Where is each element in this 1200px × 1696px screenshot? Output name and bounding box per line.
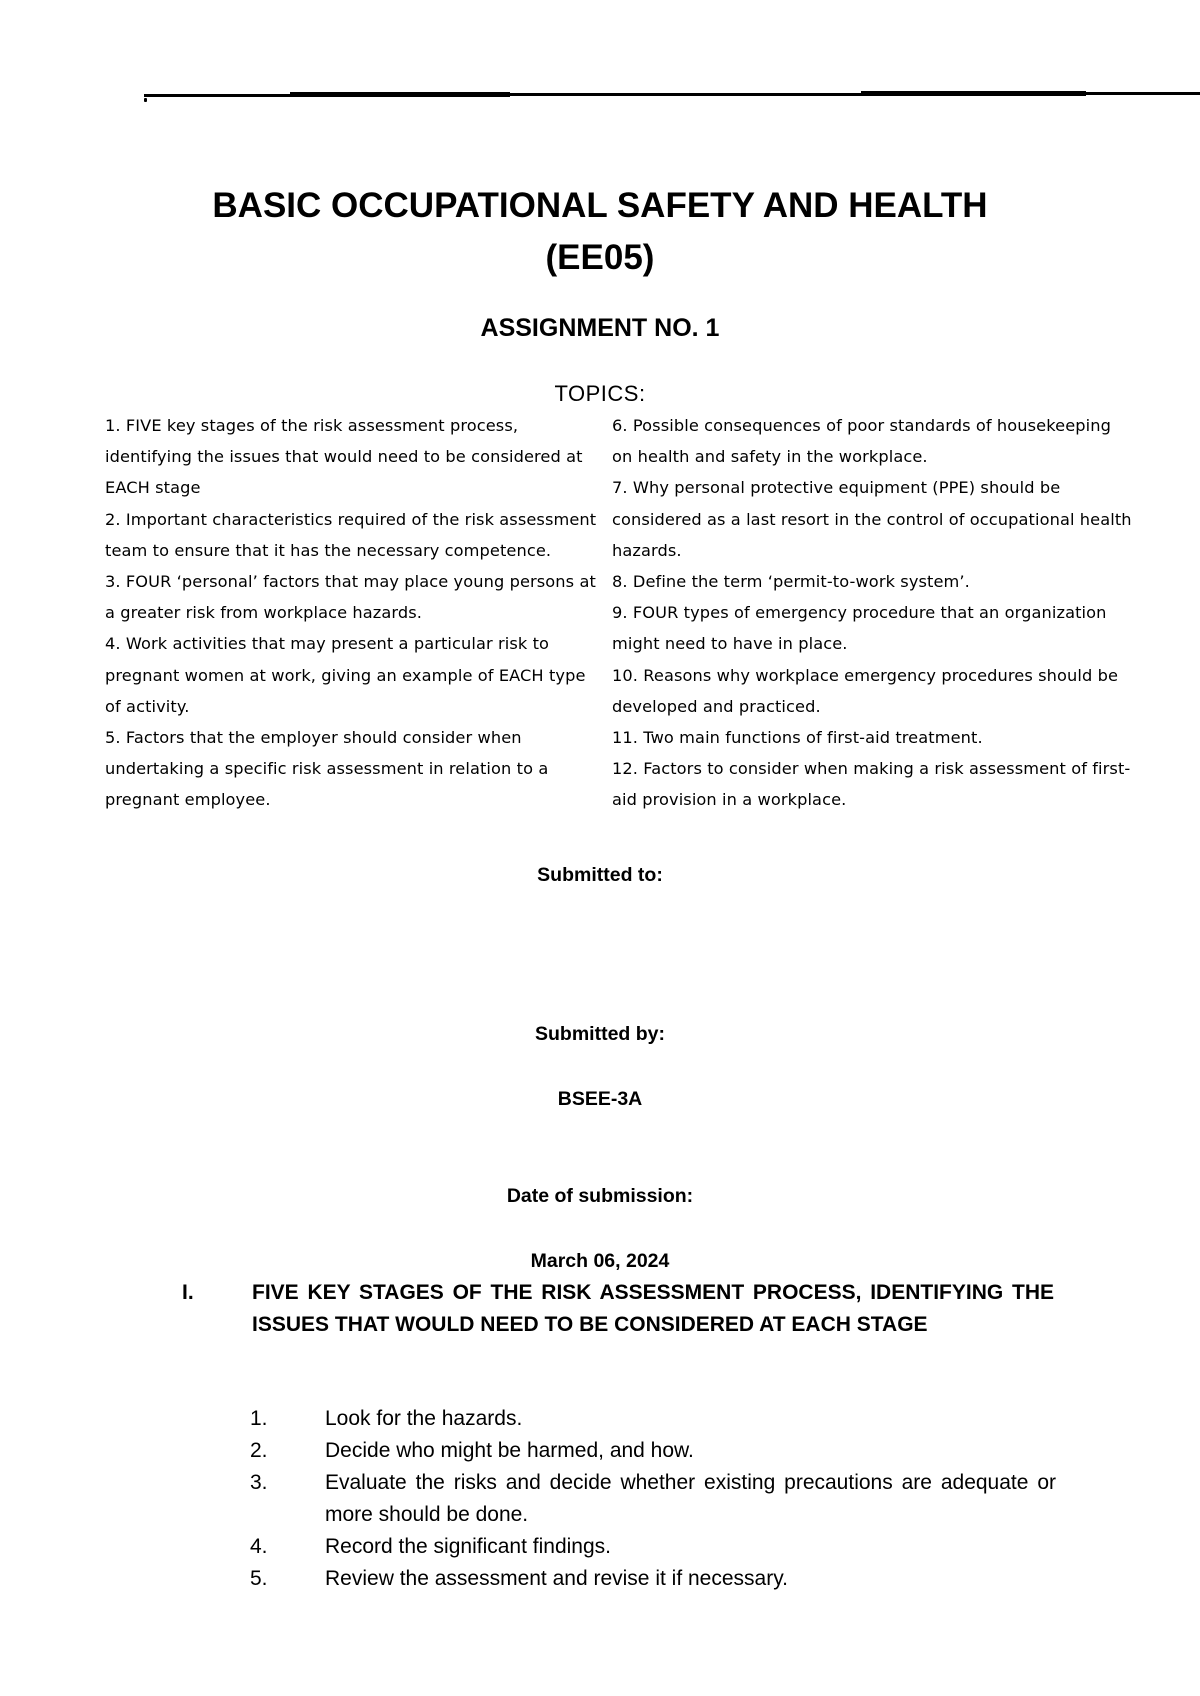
list-item [250, 1531, 1056, 1563]
topic-item: 9. FOUR types of emergency procedure that an organization might need to have in place. [612, 603, 1107, 654]
list-item-text: Evaluate the risks and decide whether existing precautions are adequate or more should be done. [325, 1471, 1056, 1526]
topic-item: 4. Work activities that may present a particular risk to pregnant women at work, giving an example of EACH type of activity. [105, 634, 586, 716]
topic-item: 7. Why personal protective equipment (PPE) should be considered as a last resort in the control of occupational health hazards. [612, 478, 1132, 560]
date-of-submission-label: Date of submission: [506, 1185, 694, 1207]
list-item-text: Record the significant findings. [325, 1535, 611, 1558]
list-item-text: Look for the hazards. [325, 1407, 523, 1430]
list-item-number: 2. [250, 1439, 268, 1462]
topic-item: 8. Define the term ‘permit-to-work system’. [612, 572, 970, 592]
topic-item: 10. Reasons why workplace emergency procedures should be developed and practiced. [612, 665, 1119, 716]
risk-assessment-steps-list [250, 1403, 1056, 1595]
section-number: I. [182, 1281, 194, 1304]
topics-list-right [612, 410, 1132, 816]
list-item-number: 3. [250, 1471, 268, 1494]
header-rule-segment [861, 91, 1086, 96]
course-code: (EE05) [545, 238, 655, 277]
list-item [250, 1403, 1056, 1435]
submitted-by-value: BSEE-3A [557, 1088, 643, 1110]
document-title: BASIC OCCUPATIONAL SAFETY AND HEALTH [212, 186, 988, 225]
header-rule-segment [290, 92, 510, 97]
list-item-number: 1. [250, 1407, 268, 1430]
list-item [250, 1467, 1056, 1531]
topics-label: TOPICS: [554, 381, 646, 406]
bullet-mark [144, 98, 147, 102]
topic-item: 3. FOUR ‘personal’ factors that may place young persons at a greater risk from workplace hazards. [105, 572, 596, 623]
header-rule-segment [508, 93, 863, 96]
list-item [250, 1435, 1056, 1467]
list-item-text: Review the assessment and revise it if necessary. [325, 1567, 788, 1590]
list-item-number: 5. [250, 1567, 268, 1590]
list-item [250, 1563, 1056, 1595]
submitted-by-label: Submitted by: [535, 1023, 665, 1045]
topics-list-left [105, 410, 605, 816]
topic-item: 6. Possible consequences of poor standards of housekeeping on health and safety in the workplace. [612, 416, 1111, 467]
header-rule-segment [144, 94, 292, 97]
topic-item: 1. FIVE key stages of the risk assessment process, identifying the issues that would need to be considered at EACH stage [105, 416, 583, 498]
topic-item: 2. Important characteristics required of the risk assessment team to ensure that it has the necessary competence. [105, 509, 597, 560]
header-rule-segment [1085, 92, 1200, 95]
section-title: FIVE KEY STAGES OF THE RISK ASSESSMENT PROCESS, IDENTIFYING THE ISSUES THAT WOULD NEED TO BE CONSIDERED AT EACH STAGE [252, 1281, 1054, 1336]
list-item-text: Decide who might be harmed, and how. [325, 1439, 694, 1462]
topic-item: 12. Factors to consider when making a risk assessment of first-aid provision in a workplace. [612, 759, 1131, 810]
list-item-number: 4. [250, 1535, 268, 1558]
assignment-heading: ASSIGNMENT NO. 1 [480, 314, 720, 342]
topic-item: 5. Factors that the employer should consider when undertaking a specific risk assessment in relation to a pregnant employee. [105, 728, 549, 810]
submitted-to-label: Submitted to: [537, 864, 663, 886]
topic-item: 11. Two main functions of first-aid treatment. [612, 728, 983, 748]
date-of-submission-value: March 06, 2024 [530, 1250, 670, 1272]
